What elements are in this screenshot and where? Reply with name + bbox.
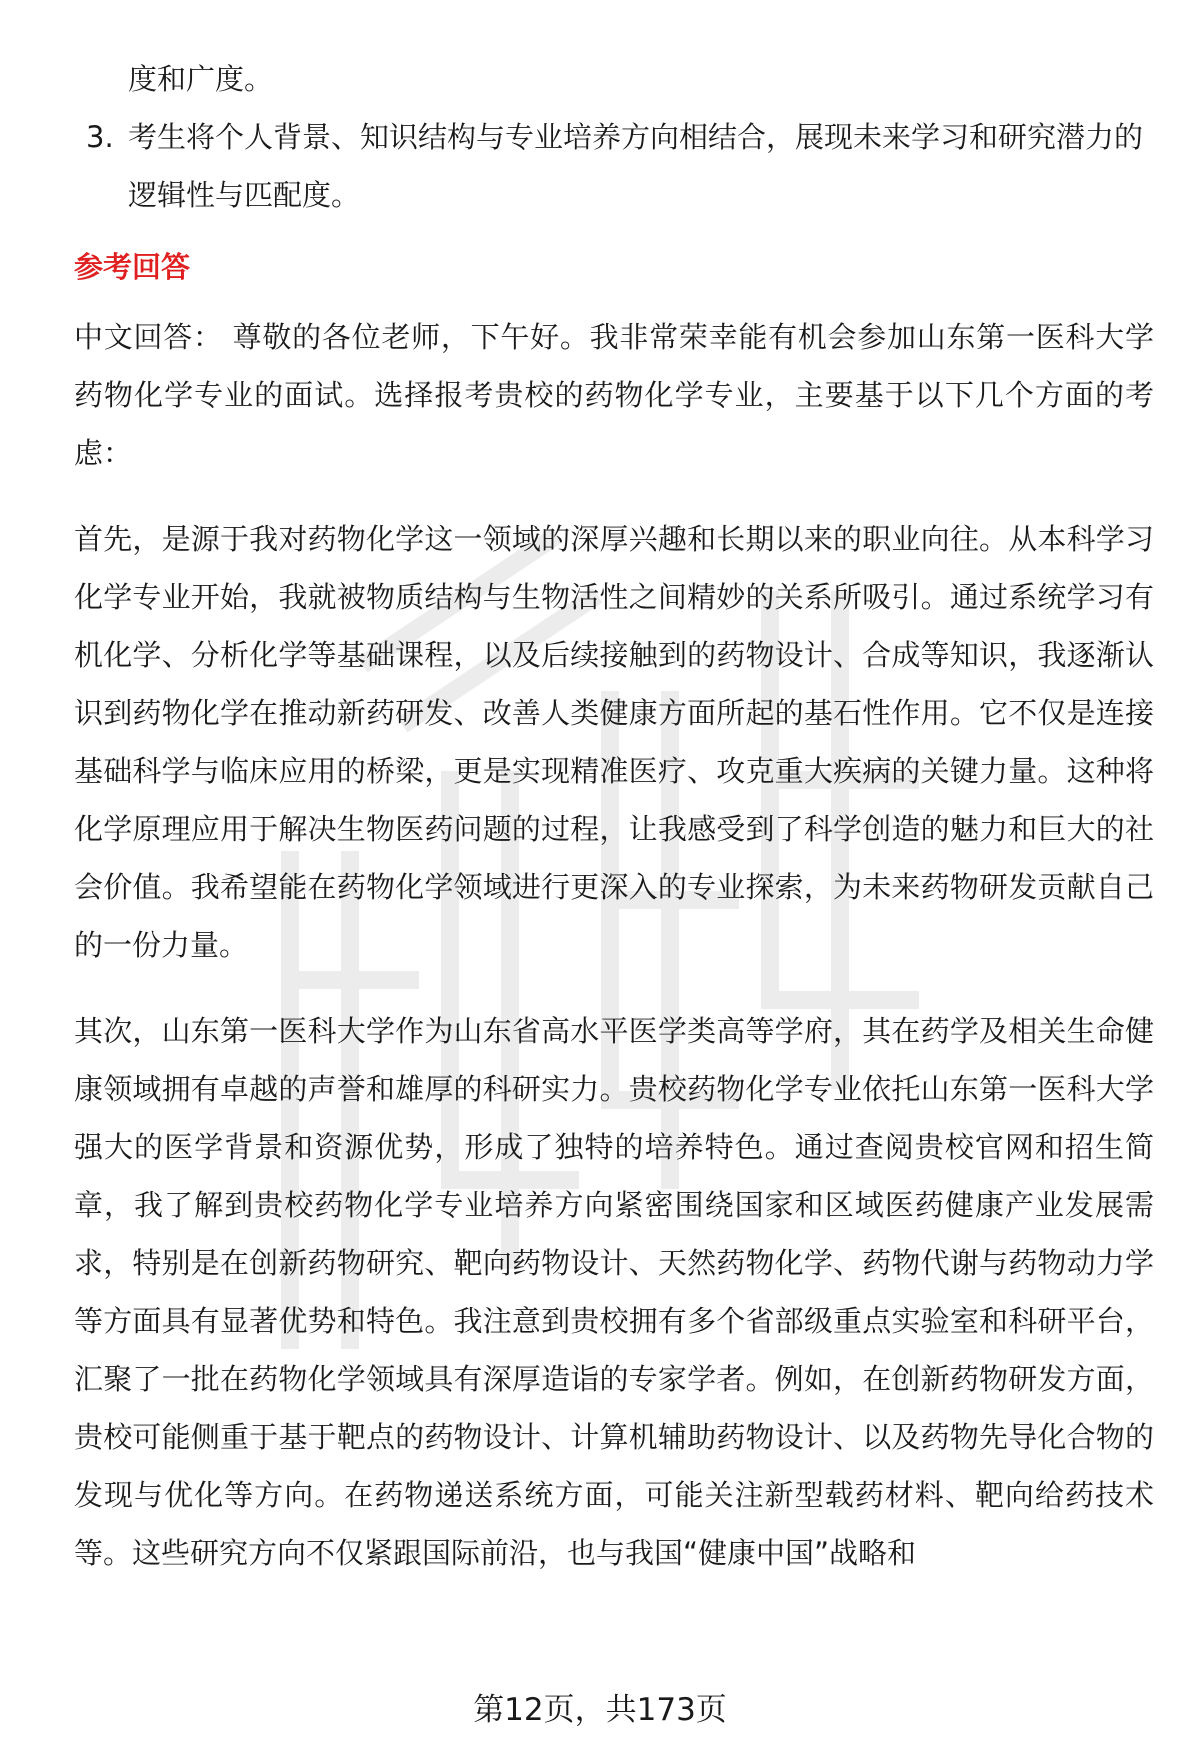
criteria-list	[74, 108, 1154, 224]
document-page	[74, 50, 1154, 1610]
page-footer: 第12页，共173页	[473, 1692, 727, 1728]
list-item-continuation: 度和广度。	[128, 62, 274, 96]
paragraph-second: 其次，山东第一医科大学作为山东省高水平医学类高等学府，其在药学及相关生命健康领域拥有卓越的声誉和雄厚的科研实力。贵校药物化学专业依托山东第一医科大学强大的医学背景和资源优势，形成了独特的培养特色。通过查阅贵校官网和招生简章，我了解到贵校药物化学专业培养方向紧密围绕国家和区域医药健康产业发展需求，特别是在创新药物研究、靶向药物设计、天然药物化学、药物代谢与药物动力学等方面具有显著优势和特色。我注意到贵校拥有多个省部级重点实验室和科研平台，汇聚了一批在药物化学领域具有深厚造诣的专家学者。例如，在创新药物研发方面，贵校可能侧重于基于靶点的药物设计、计算机辅助药物设计、以及药物先导化合物的发现与优化等方向。在药物递送系统方面，可能关注新型载药材料、靶向给药技术等。这些研究方向不仅紧跟国际前沿，也与我国“健康中国”战略和	[74, 1014, 1154, 1570]
list-item-number: 3.	[86, 120, 114, 154]
section-title: 参考回答	[74, 250, 191, 284]
list-item	[74, 108, 1154, 224]
list-item-text: 考生将个人背景、知识结构与专业培养方向相结合，展现未来学习和研究潜力的逻辑性与匹配度。	[128, 120, 1144, 212]
paragraph-first: 首先，是源于我对药物化学这一领域的深厚兴趣和长期以来的职业向往。从本科学习化学专业开始，我就被物质结构与生物活性之间精妙的关系所吸引。通过系统学习有机化学、分析化学等基础课程，以及后续接触到的药物设计、合成等知识，我逐渐认识到药物化学在推动新药研发、改善人类健康方面所起的基石性作用。它不仅是连接基础科学与临床应用的桥梁，更是实现精准医疗、攻克重大疾病的关键力量。这种将化学原理应用于解决生物医药问题的过程，让我感受到了科学创造的魅力和巨大的社会价值。我希望能在药物化学领域进行更深入的专业探索，为未来药物研发贡献自己的一份力量。	[74, 522, 1154, 962]
paragraph-intro: 中文回答： 尊敬的各位老师，下午好。我非常荣幸能有机会参加山东第一医科大学药物化学专业的面试。选择报考贵校的药物化学专业，主要基于以下几个方面的考虑：	[74, 320, 1154, 470]
